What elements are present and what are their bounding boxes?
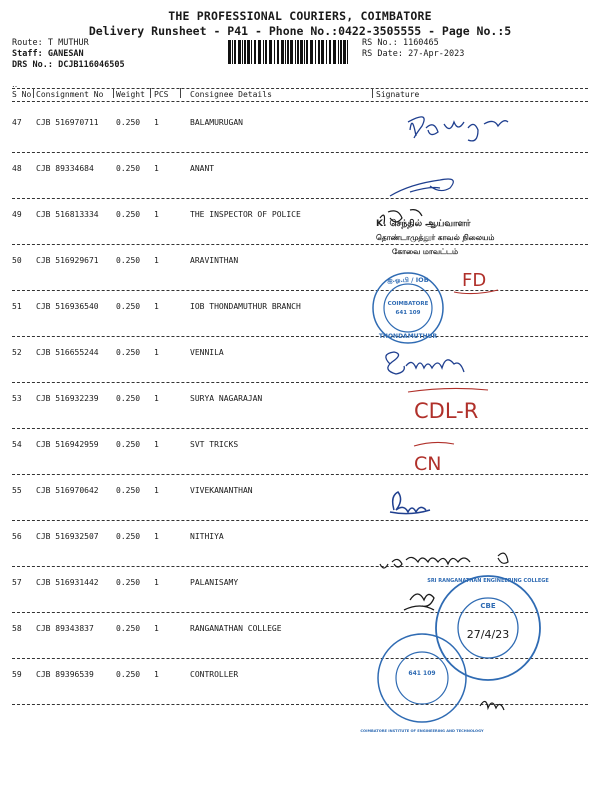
barcode-bar <box>251 40 252 64</box>
iob-stamp-bottom: THONDAMUTHUR <box>378 333 438 340</box>
row-consignee: SURYA NAGARAJAN <box>190 394 263 403</box>
barcode-bar <box>287 40 289 64</box>
route-label: Route: <box>12 38 43 48</box>
barcode-bar <box>281 40 284 64</box>
row-weight: 0.250 <box>116 256 141 265</box>
barcode-bar <box>228 40 231 64</box>
rs-no-value: 1160465 <box>402 38 439 48</box>
barcode-bar <box>285 40 286 64</box>
barcode-bar <box>333 40 336 64</box>
barcode-bar <box>277 40 279 64</box>
barcode-bar <box>315 40 316 64</box>
barcode-bar <box>326 40 327 64</box>
header-top-rule <box>12 88 588 89</box>
row-sno: 56 <box>12 532 22 541</box>
header-consignment: Consignment No <box>36 90 104 99</box>
row-sno: 54 <box>12 440 22 449</box>
row-consignment-no: CJB 516655244 <box>36 348 99 357</box>
row-pcs: 1 <box>154 302 159 311</box>
row-weight: 0.250 <box>116 486 141 495</box>
row-consignee: ANANT <box>190 164 215 173</box>
row-sno: 47 <box>12 118 22 127</box>
barcode-bar <box>269 40 272 64</box>
row-weight: 0.250 <box>116 440 141 449</box>
police-stamp-line3: கோவை மாவட்டம் <box>392 247 459 256</box>
barcode-bar <box>242 40 243 64</box>
row-sno: 48 <box>12 164 22 173</box>
right-meta-block <box>362 38 464 60</box>
row-pcs: 1 <box>154 118 159 127</box>
drs-value: DCJB116046505 <box>58 60 125 70</box>
row-consignment-no: CJB 516942959 <box>36 440 99 449</box>
drs-label: DRS No.: <box>12 60 53 70</box>
cdl-overline <box>408 388 488 392</box>
barcode-bar <box>232 40 233 64</box>
signature-vennila <box>386 352 464 374</box>
row-consignee: NITHIYA <box>190 532 224 541</box>
row-pcs: 1 <box>154 440 159 449</box>
row-pcs: 1 <box>154 578 159 587</box>
row-pcs: 1 <box>154 210 159 219</box>
header-divider <box>372 88 373 98</box>
college-stamp-mid: CBE <box>480 602 496 610</box>
row-weight: 0.250 <box>116 578 141 587</box>
row-weight: 0.250 <box>116 118 141 127</box>
police-stamp-line1: K. செந்தில் ஆய்வாளர் <box>376 219 471 229</box>
header-divider <box>180 88 181 98</box>
row-sno: 53 <box>12 394 22 403</box>
barcode-bar <box>304 40 305 64</box>
barcode-bar <box>274 40 275 64</box>
row-sno: 49 <box>12 210 22 219</box>
row-sno: 50 <box>12 256 22 265</box>
row-sno: 55 <box>12 486 22 495</box>
barcode-bar <box>321 40 324 64</box>
iob-stamp-top: ஐ.ஓ.பி / IOB <box>387 276 429 284</box>
barcode-bar <box>263 40 264 64</box>
cdl-mark: CDL-R <box>414 399 479 423</box>
left-meta-block <box>12 38 125 71</box>
barcode-bar <box>234 40 236 64</box>
separator-dots: ‥ <box>12 80 19 89</box>
barcode-bar <box>329 40 331 64</box>
row-weight: 0.250 <box>116 624 141 633</box>
row-pcs: 1 <box>154 256 159 265</box>
barcode-bar <box>238 40 241 64</box>
rs-date-label: RS Date: <box>362 49 403 59</box>
college-stamp <box>427 576 549 680</box>
row-consignee: IOB THONDAMUTHUR BRANCH <box>190 302 301 311</box>
row-pcs: 1 <box>154 624 159 633</box>
row-consignment-no: CJB 516932507 <box>36 532 99 541</box>
barcode-bar <box>343 40 346 64</box>
row-pcs: 1 <box>154 394 159 403</box>
barcode-bar <box>244 40 246 64</box>
barcode-bar <box>347 40 348 64</box>
barcode-bar <box>290 40 293 64</box>
row-weight: 0.250 <box>116 394 141 403</box>
row-weight: 0.250 <box>116 210 141 219</box>
row-sno: 51 <box>12 302 22 311</box>
barcode-bar <box>265 40 267 64</box>
row-weight: 0.250 <box>116 670 141 679</box>
row-pcs: 1 <box>154 348 159 357</box>
row-consignee: VIVEKANANTHAN <box>190 486 253 495</box>
signature-anant <box>390 179 453 196</box>
row-pcs: 1 <box>154 164 159 173</box>
row-sno: 59 <box>12 670 22 679</box>
row-consignment-no: CJB 516931442 <box>36 578 99 587</box>
barcode-bar <box>340 40 342 64</box>
row-sno: 57 <box>12 578 22 587</box>
row-consignment-no: CJB 516970711 <box>36 118 99 127</box>
row-pcs: 1 <box>154 670 159 679</box>
row-consignment-no: CJB 516936540 <box>36 302 99 311</box>
row-consignment-no: CJB 516970642 <box>36 486 99 495</box>
college-stamp-code: 641 109 <box>408 670 436 677</box>
row-consignment-no: CJB 516929671 <box>36 256 99 265</box>
row-consignee: RANGANATHAN COLLEGE <box>190 624 282 633</box>
company-title: THE PROFESSIONAL COURIERS, COIMBATORE <box>168 9 432 23</box>
barcode-bar <box>338 40 339 64</box>
cn-overline <box>414 442 454 446</box>
header-pcs: PCS <box>154 90 169 99</box>
rs-date-value: 27-Apr-2023 <box>408 49 465 59</box>
barcode-bar <box>297 40 299 64</box>
header-weight: Weight <box>116 90 145 99</box>
row-consignment-no: CJB 516932239 <box>36 394 99 403</box>
row-consignment-no: CJB 89334684 <box>36 164 94 173</box>
barcode-bar <box>295 40 296 64</box>
runsheet-subtitle: Delivery Runsheet - P41 - Phone No.:0422-3505555 - Page No.:5 <box>88 24 512 38</box>
row-sno: 58 <box>12 624 22 633</box>
row-sno: 52 <box>12 348 22 357</box>
rs-no-label: RS No.: <box>362 38 398 48</box>
barcode-bar <box>306 40 308 64</box>
barcode-bar <box>254 40 256 64</box>
row-consignee: THE INSPECTOR OF POLICE <box>190 210 301 219</box>
barcode-bar <box>258 40 261 64</box>
date-mark: 27/4/23 <box>466 628 510 641</box>
signature-layer <box>360 100 600 800</box>
iob-stamp-mid: COIMBATORE <box>387 301 429 307</box>
barcode-bar <box>310 40 313 64</box>
row-consignment-no: CJB 89396539 <box>36 670 94 679</box>
row-consignee: SVT TRICKS <box>190 440 239 449</box>
barcode-bar <box>247 40 250 64</box>
signature-vivekananthan <box>390 492 430 514</box>
staff-label: Staff: <box>12 49 43 59</box>
row-weight: 0.250 <box>116 164 141 173</box>
signature-palanisamy <box>404 594 434 610</box>
row-weight: 0.250 <box>116 532 141 541</box>
row-consignment-no: CJB 89343837 <box>36 624 94 633</box>
header-divider <box>33 88 34 98</box>
barcode-bar <box>300 40 303 64</box>
signature-nithiya <box>380 553 508 568</box>
barcode-bar <box>318 40 320 64</box>
institute-stamp <box>360 634 484 733</box>
cn-mark: CN <box>414 453 442 475</box>
row-consignee: BALAMURUGAN <box>190 118 243 127</box>
college-stamp-top: SRI RANGANATHAN ENGINEERING COLLEGE <box>427 578 549 584</box>
header-signature: Signature <box>376 90 420 99</box>
signature-balamurugan <box>408 117 508 141</box>
fd-mark: FD <box>462 270 487 291</box>
route-value: T MUTHUR <box>47 38 89 48</box>
row-weight: 0.250 <box>116 348 141 357</box>
header-sno: S No <box>12 90 32 99</box>
row-consignment-no: CJB 516813334 <box>36 210 99 219</box>
row-consignee: PALANISAMY <box>190 578 239 587</box>
header-consignee: Consignee Details <box>190 90 272 99</box>
college-stamp-bottom: COIMBATORE INSTITUTE OF ENGINEERING AND TECHNOLOGY <box>360 729 484 733</box>
row-weight: 0.250 <box>116 302 141 311</box>
header-divider <box>113 88 114 98</box>
header-divider <box>150 88 151 98</box>
row-consignee: CONTROLLER <box>190 670 239 679</box>
iob-stamp <box>373 273 443 343</box>
signature-controller <box>480 701 504 710</box>
row-consignee: ARAVINTHAN <box>190 256 239 265</box>
row-consignee: VENNILA <box>190 348 224 357</box>
staff-value: GANESAN <box>47 49 84 59</box>
row-pcs: 1 <box>154 486 159 495</box>
barcode <box>228 40 352 64</box>
police-stamp-line2: தொண்டாமுத்தூர் காவல் நிலையம் <box>376 233 495 242</box>
row-pcs: 1 <box>154 532 159 541</box>
iob-stamp-code: 641 109 <box>395 310 421 316</box>
